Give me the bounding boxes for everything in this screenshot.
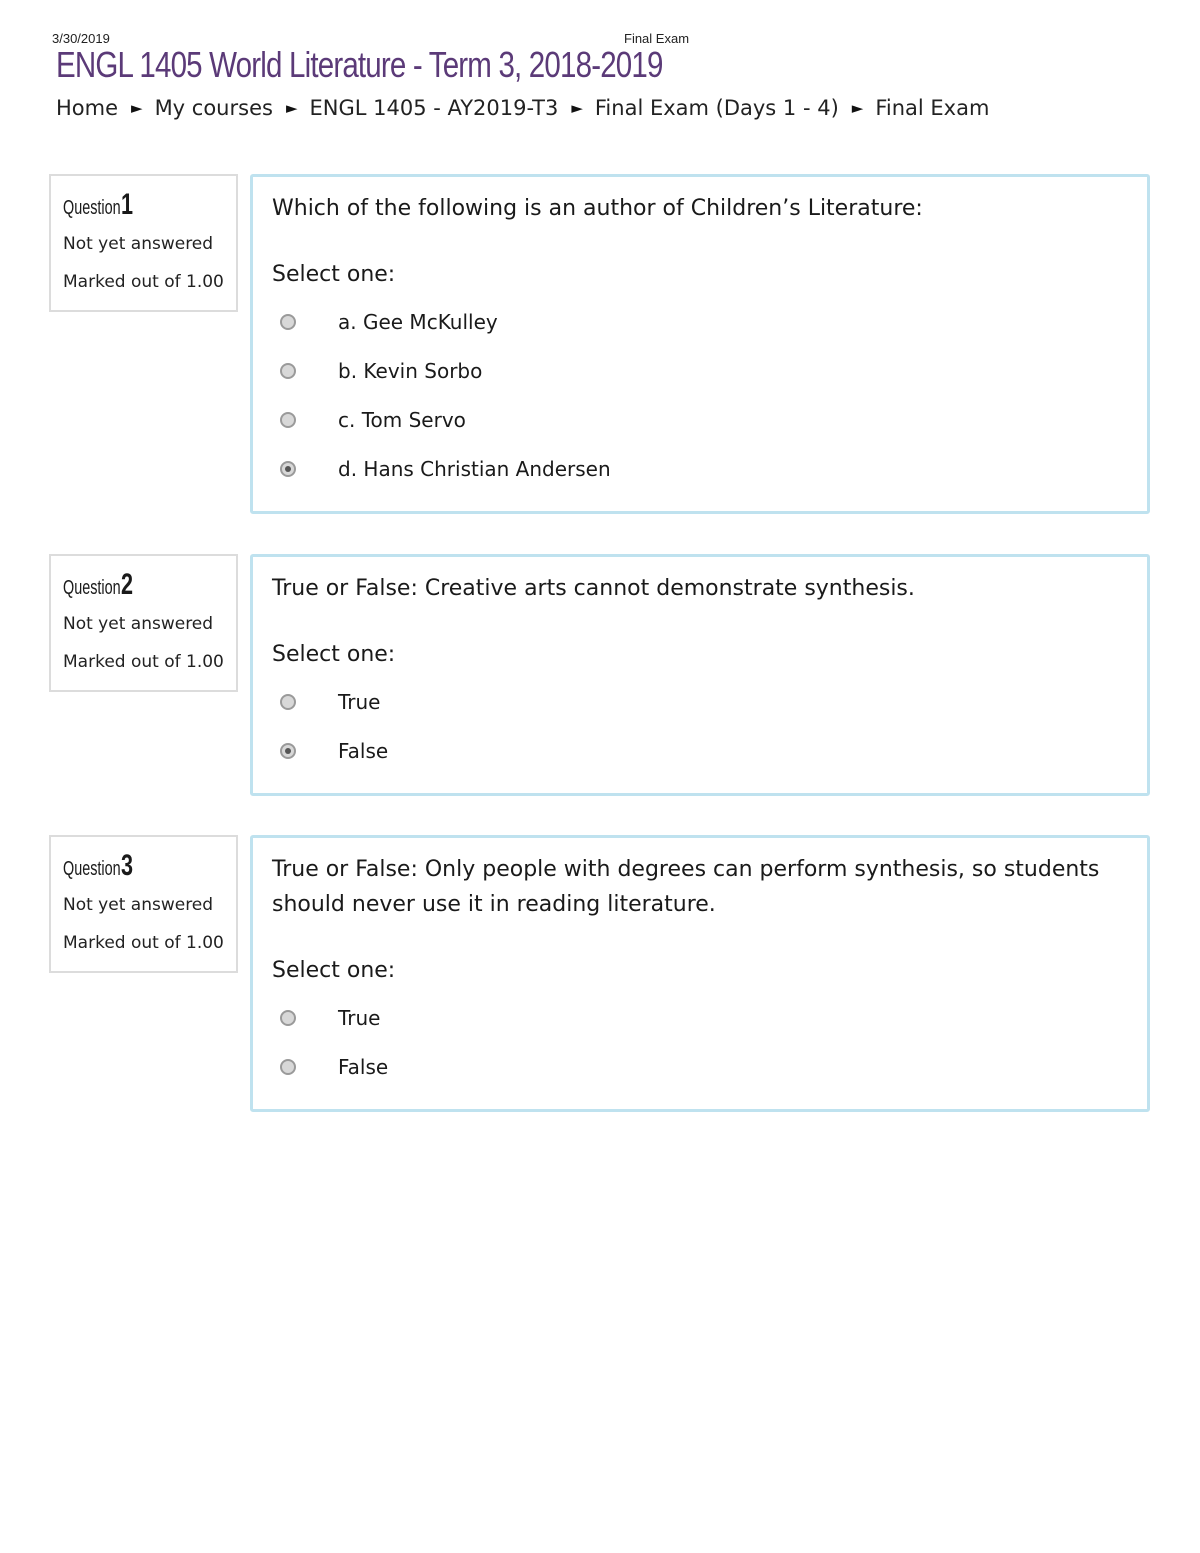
question-number: 1 [121,188,134,221]
breadcrumb-separator-icon: ► [851,99,864,117]
breadcrumb-separator-icon: ► [285,99,298,117]
radio-button[interactable] [280,694,296,710]
radio-button[interactable] [280,412,296,428]
question-content-1 [250,174,1150,514]
answer-option[interactable] [272,1042,1128,1091]
question-grade: Marked out of 1.00 [63,933,224,953]
question-number: 2 [121,568,134,601]
question-info-3 [49,835,238,973]
answer-option[interactable] [272,297,1128,346]
option-label[interactable]: True [338,1005,381,1030]
question-state: Not yet answered [63,895,214,915]
question-label: Question [63,858,121,880]
breadcrumb-final-exam-section[interactable]: Final Exam (Days 1 - 4) [594,96,839,120]
question-grade: Marked out of 1.00 [63,272,224,292]
question-label: Question [63,577,121,599]
breadcrumb-separator-icon: ► [131,99,143,117]
option-label[interactable]: b. Kevin Sorbo [338,358,483,383]
question-info-2 [49,554,238,692]
breadcrumb-separator-icon: ► [571,99,583,117]
print-date: 3/30/2019 [52,31,110,46]
question-text: True or False: Only people with degrees can perform synthesis, so students should never use it in reading literature. [272,857,1100,917]
option-label[interactable]: c. Tom Servo [338,407,466,432]
question-info-1 [49,174,238,312]
question-text: True or False: Creative arts cannot demonstrate synthesis. [272,576,915,601]
answer-option[interactable] [272,395,1128,444]
question-grade: Marked out of 1.00 [63,652,224,672]
question-text: Which of the following is an author of Children’s Literature: [272,196,923,221]
breadcrumb-home[interactable]: Home [56,96,119,120]
question-state: Not yet answered [63,614,214,634]
answer-option[interactable] [272,677,1128,726]
radio-button-selected[interactable] [280,743,296,759]
breadcrumb-final-exam[interactable]: Final Exam [875,96,990,120]
breadcrumb-my-courses[interactable]: My courses [154,96,273,120]
radio-button[interactable] [280,1010,296,1026]
answer-options [272,993,1128,1091]
answer-option[interactable] [272,993,1128,1042]
option-label[interactable]: d. Hans Christian Andersen [338,456,611,481]
select-one-prompt: Select one: [272,958,396,983]
breadcrumb [56,96,989,120]
print-page-title: Final Exam [624,31,690,46]
question-content-3 [250,835,1150,1112]
option-label[interactable]: False [338,1054,389,1079]
question-number: 3 [121,849,134,882]
question-state: Not yet answered [63,234,214,254]
option-label[interactable]: False [338,738,389,763]
select-one-prompt: Select one: [272,642,396,667]
radio-button[interactable] [280,1059,296,1075]
option-label[interactable]: True [338,689,381,714]
answer-options [272,677,1128,775]
radio-button[interactable] [280,363,296,379]
answer-option[interactable] [272,726,1128,775]
select-one-prompt: Select one: [272,262,396,287]
answer-option[interactable] [272,444,1128,493]
answer-option[interactable] [272,346,1128,395]
question-label: Question [63,197,121,219]
course-title: ENGL 1405 World Literature - Term 3, 2018-2019 [56,44,663,85]
question-content-2 [250,554,1150,796]
answer-options [272,297,1128,493]
breadcrumb-course[interactable]: ENGL 1405 - AY2019-T3 [309,96,559,120]
radio-button-selected[interactable] [280,461,296,477]
option-label[interactable]: a. Gee McKulley [338,309,498,334]
radio-button[interactable] [280,314,296,330]
